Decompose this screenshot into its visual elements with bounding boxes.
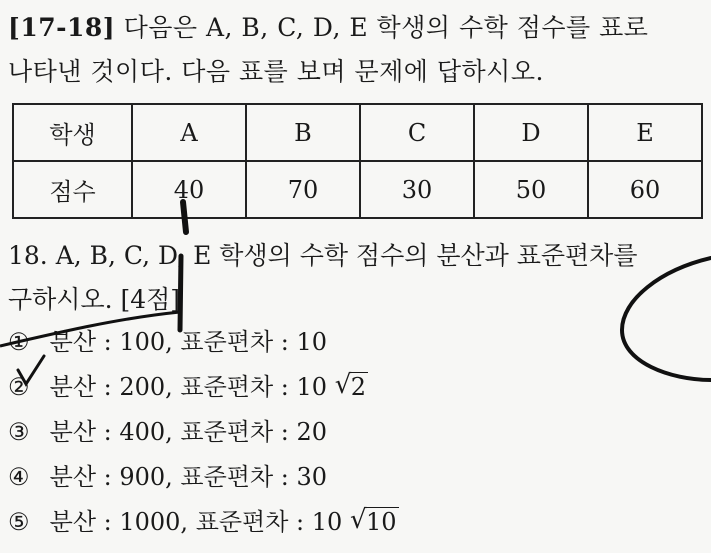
row-label-cell: 점수: [13, 161, 132, 218]
intro-text-1: 다음은 A, B, C, D, E 학생의 수학 점수를 표로: [123, 13, 649, 42]
question-range: [17-18]: [8, 13, 116, 42]
choice-text: 분산 : 200, 표준편차 : 10: [49, 373, 328, 401]
choice-number: ⑤: [8, 508, 30, 536]
score-cell: 30: [360, 161, 474, 218]
passage-intro: [8, 6, 708, 94]
score-cell: 70: [246, 161, 360, 218]
score-cell: 40: [132, 161, 246, 218]
score-table: [12, 103, 703, 219]
choice-1[interactable]: [8, 320, 399, 365]
score-cell: 60: [588, 161, 702, 218]
choice-5[interactable]: [8, 500, 399, 545]
choice-text: 분산 : 100, 표준편차 : 10: [49, 328, 328, 356]
answer-choices: [8, 320, 399, 545]
choice-number: ②: [8, 373, 30, 401]
intro-line-2: 나타낸 것이다. 다음 표를 보며 문제에 답하시오.: [8, 57, 544, 86]
student-cell: E: [588, 104, 702, 161]
table-header-row: [13, 104, 702, 161]
choice-2[interactable]: [8, 365, 399, 410]
choice-number: ③: [8, 418, 30, 446]
choice-number: ①: [8, 328, 30, 356]
choice-4[interactable]: [8, 455, 399, 500]
score-cell: 50: [474, 161, 588, 218]
question-line-1: 18. A, B, C, D, E 학생의 수학 점수의 분산과 표준편차를: [8, 241, 638, 270]
student-cell: D: [474, 104, 588, 161]
choice-text: 분산 : 900, 표준편차 : 30: [49, 463, 328, 491]
choice-text: 분산 : 400, 표준편차 : 20: [49, 418, 328, 446]
radicand: 10: [365, 508, 397, 536]
student-cell: C: [360, 104, 474, 161]
choice-text: 분산 : 1000, 표준편차 : 10: [49, 508, 343, 536]
square-root: [350, 500, 399, 545]
header-label-cell: 학생: [13, 104, 132, 161]
question-line-2: 구하시오. [4점]: [8, 285, 181, 314]
radicand: 2: [350, 373, 366, 401]
square-root: [335, 365, 368, 410]
student-cell: B: [246, 104, 360, 161]
student-cell: A: [132, 104, 246, 161]
question-18: [8, 234, 708, 322]
table-score-row: [13, 161, 702, 218]
choice-number: ④: [8, 463, 30, 491]
choice-3[interactable]: [8, 410, 399, 455]
intro-line-1: [8, 6, 708, 50]
